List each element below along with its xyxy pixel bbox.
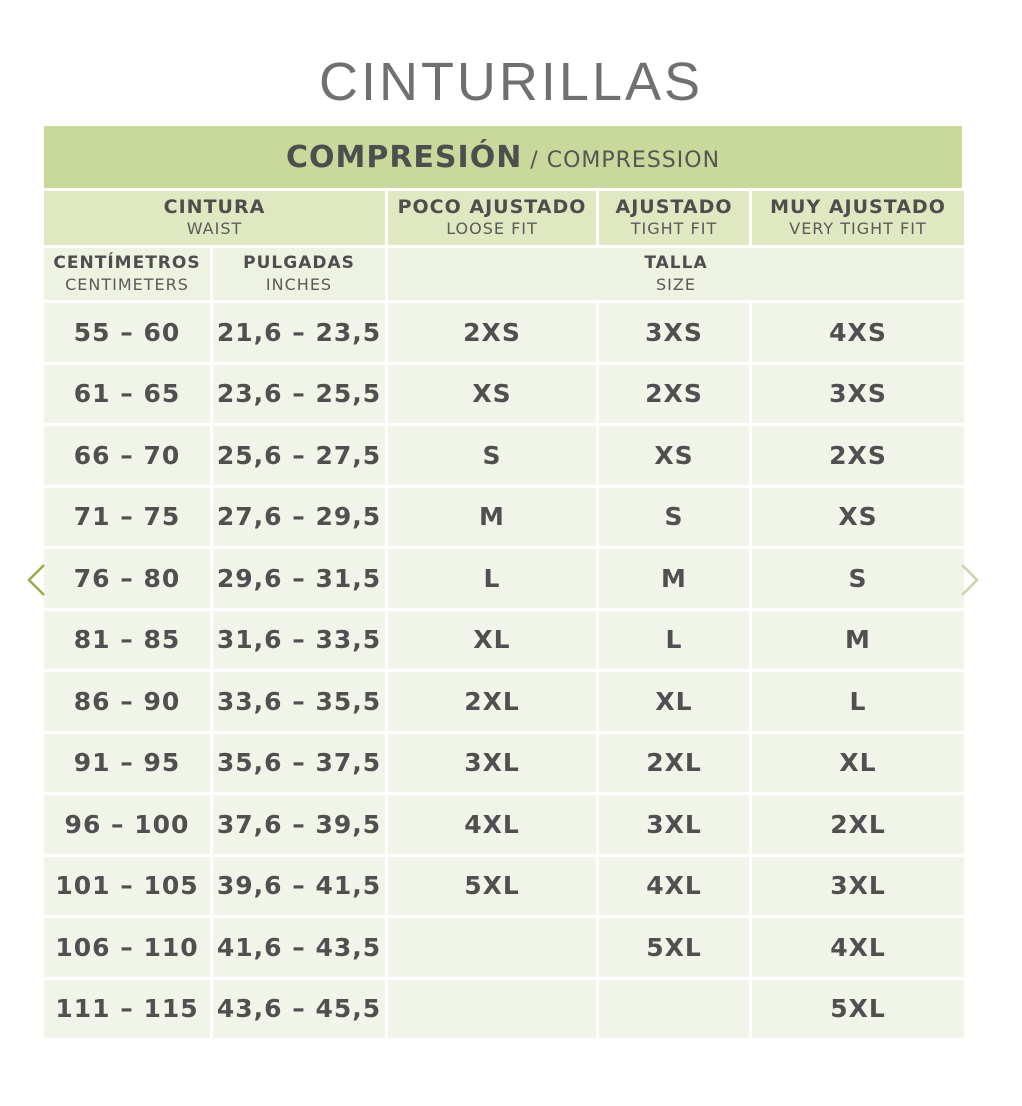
subheader-cm-es: CENTÍMETROS: [53, 253, 201, 273]
cell-very-tight-fit: 3XL: [752, 857, 964, 916]
cell-centimeters: 55 – 60: [44, 303, 210, 362]
cell-tight-fit: XS: [599, 426, 749, 485]
cell-tight-fit: 2XL: [599, 734, 749, 793]
cell-centimeters: 91 – 95: [44, 734, 210, 793]
header-very-tight-en: VERY TIGHT FIT: [789, 219, 927, 238]
cell-loose-fit: 2XS: [388, 303, 596, 362]
cell-inches: 31,6 – 33,5: [213, 611, 385, 670]
cell-loose-fit: 3XL: [388, 734, 596, 793]
header-tight-fit: [599, 191, 749, 245]
cell-very-tight-fit: 3XS: [752, 365, 964, 424]
cell-inches: 27,6 – 29,5: [213, 488, 385, 547]
compression-label-es: COMPRESIÓN: [285, 140, 523, 175]
cell-tight-fit: 4XL: [599, 857, 749, 916]
cell-centimeters: 61 – 65: [44, 365, 210, 424]
header-waist: [44, 191, 385, 245]
cell-very-tight-fit: L: [752, 672, 964, 731]
compression-separator: /: [522, 148, 547, 173]
subheader-inches-es: PULGADAS: [243, 253, 355, 273]
subheader-size: [388, 248, 964, 300]
cell-very-tight-fit: 2XL: [752, 795, 964, 854]
cell-very-tight-fit: 4XL: [752, 918, 964, 977]
subheader-size-en: SIZE: [656, 275, 696, 294]
subheader-inches: [213, 248, 385, 300]
cell-inches: 39,6 – 41,5: [213, 857, 385, 916]
header-loose-en: LOOSE FIT: [446, 219, 538, 238]
cell-tight-fit: 5XL: [599, 918, 749, 977]
size-chart-table: [44, 126, 962, 1038]
cell-centimeters: 96 – 100: [44, 795, 210, 854]
chevron-left-icon[interactable]: [24, 562, 48, 598]
cell-tight-fit: 2XS: [599, 365, 749, 424]
cell-loose-fit: 5XL: [388, 857, 596, 916]
header-tight-en: TIGHT FIT: [630, 219, 718, 238]
cell-tight-fit: M: [599, 549, 749, 608]
compression-label-en: COMPRESSION: [546, 148, 721, 173]
cell-very-tight-fit: S: [752, 549, 964, 608]
page-title: CINTURILLAS: [318, 52, 704, 112]
cell-loose-fit: XL: [388, 611, 596, 670]
header-loose-fit: [388, 191, 596, 245]
cell-centimeters: 106 – 110: [44, 918, 210, 977]
subheader-cm-en: CENTIMETERS: [65, 275, 189, 294]
header-loose-es: POCO AJUSTADO: [397, 196, 587, 218]
cell-loose-fit: XS: [388, 365, 596, 424]
chevron-right-icon[interactable]: [958, 562, 982, 598]
cell-loose-fit: M: [388, 488, 596, 547]
header-waist-en: WAIST: [186, 219, 243, 238]
cell-centimeters: 81 – 85: [44, 611, 210, 670]
cell-very-tight-fit: 2XS: [752, 426, 964, 485]
cell-inches: 21,6 – 23,5: [213, 303, 385, 362]
cell-centimeters: 86 – 90: [44, 672, 210, 731]
size-grid: [44, 191, 962, 1038]
header-very-tight-fit: [752, 191, 964, 245]
subheader-centimeters: [44, 248, 210, 300]
cell-centimeters: 76 – 80: [44, 549, 210, 608]
cell-inches: 43,6 – 45,5: [213, 980, 385, 1039]
subheader-size-es: TALLA: [644, 253, 708, 273]
header-tight-es: AJUSTADO: [615, 196, 733, 218]
cell-tight-fit: [599, 980, 749, 1039]
cell-centimeters: 71 – 75: [44, 488, 210, 547]
cell-loose-fit: 4XL: [388, 795, 596, 854]
cell-centimeters: 101 – 105: [44, 857, 210, 916]
cell-inches: 25,6 – 27,5: [213, 426, 385, 485]
cell-very-tight-fit: XL: [752, 734, 964, 793]
subheader-inches-en: INCHES: [265, 275, 333, 294]
cell-tight-fit: XL: [599, 672, 749, 731]
cell-loose-fit: [388, 918, 596, 977]
cell-very-tight-fit: 4XS: [752, 303, 964, 362]
cell-inches: 41,6 – 43,5: [213, 918, 385, 977]
cell-tight-fit: L: [599, 611, 749, 670]
compression-band: [44, 126, 962, 188]
cell-inches: 23,6 – 25,5: [213, 365, 385, 424]
cell-tight-fit: S: [599, 488, 749, 547]
cell-inches: 35,6 – 37,5: [213, 734, 385, 793]
cell-centimeters: 66 – 70: [44, 426, 210, 485]
cell-inches: 29,6 – 31,5: [213, 549, 385, 608]
cell-loose-fit: [388, 980, 596, 1039]
cell-inches: 37,6 – 39,5: [213, 795, 385, 854]
header-waist-es: CINTURA: [163, 196, 266, 218]
header-very-tight-es: MUY AJUSTADO: [770, 196, 946, 218]
cell-tight-fit: 3XS: [599, 303, 749, 362]
cell-inches: 33,6 – 35,5: [213, 672, 385, 731]
cell-loose-fit: S: [388, 426, 596, 485]
cell-very-tight-fit: M: [752, 611, 964, 670]
cell-loose-fit: L: [388, 549, 596, 608]
cell-tight-fit: 3XL: [599, 795, 749, 854]
cell-loose-fit: 2XL: [388, 672, 596, 731]
cell-centimeters: 111 – 115: [44, 980, 210, 1039]
cell-very-tight-fit: 5XL: [752, 980, 964, 1039]
cell-very-tight-fit: XS: [752, 488, 964, 547]
